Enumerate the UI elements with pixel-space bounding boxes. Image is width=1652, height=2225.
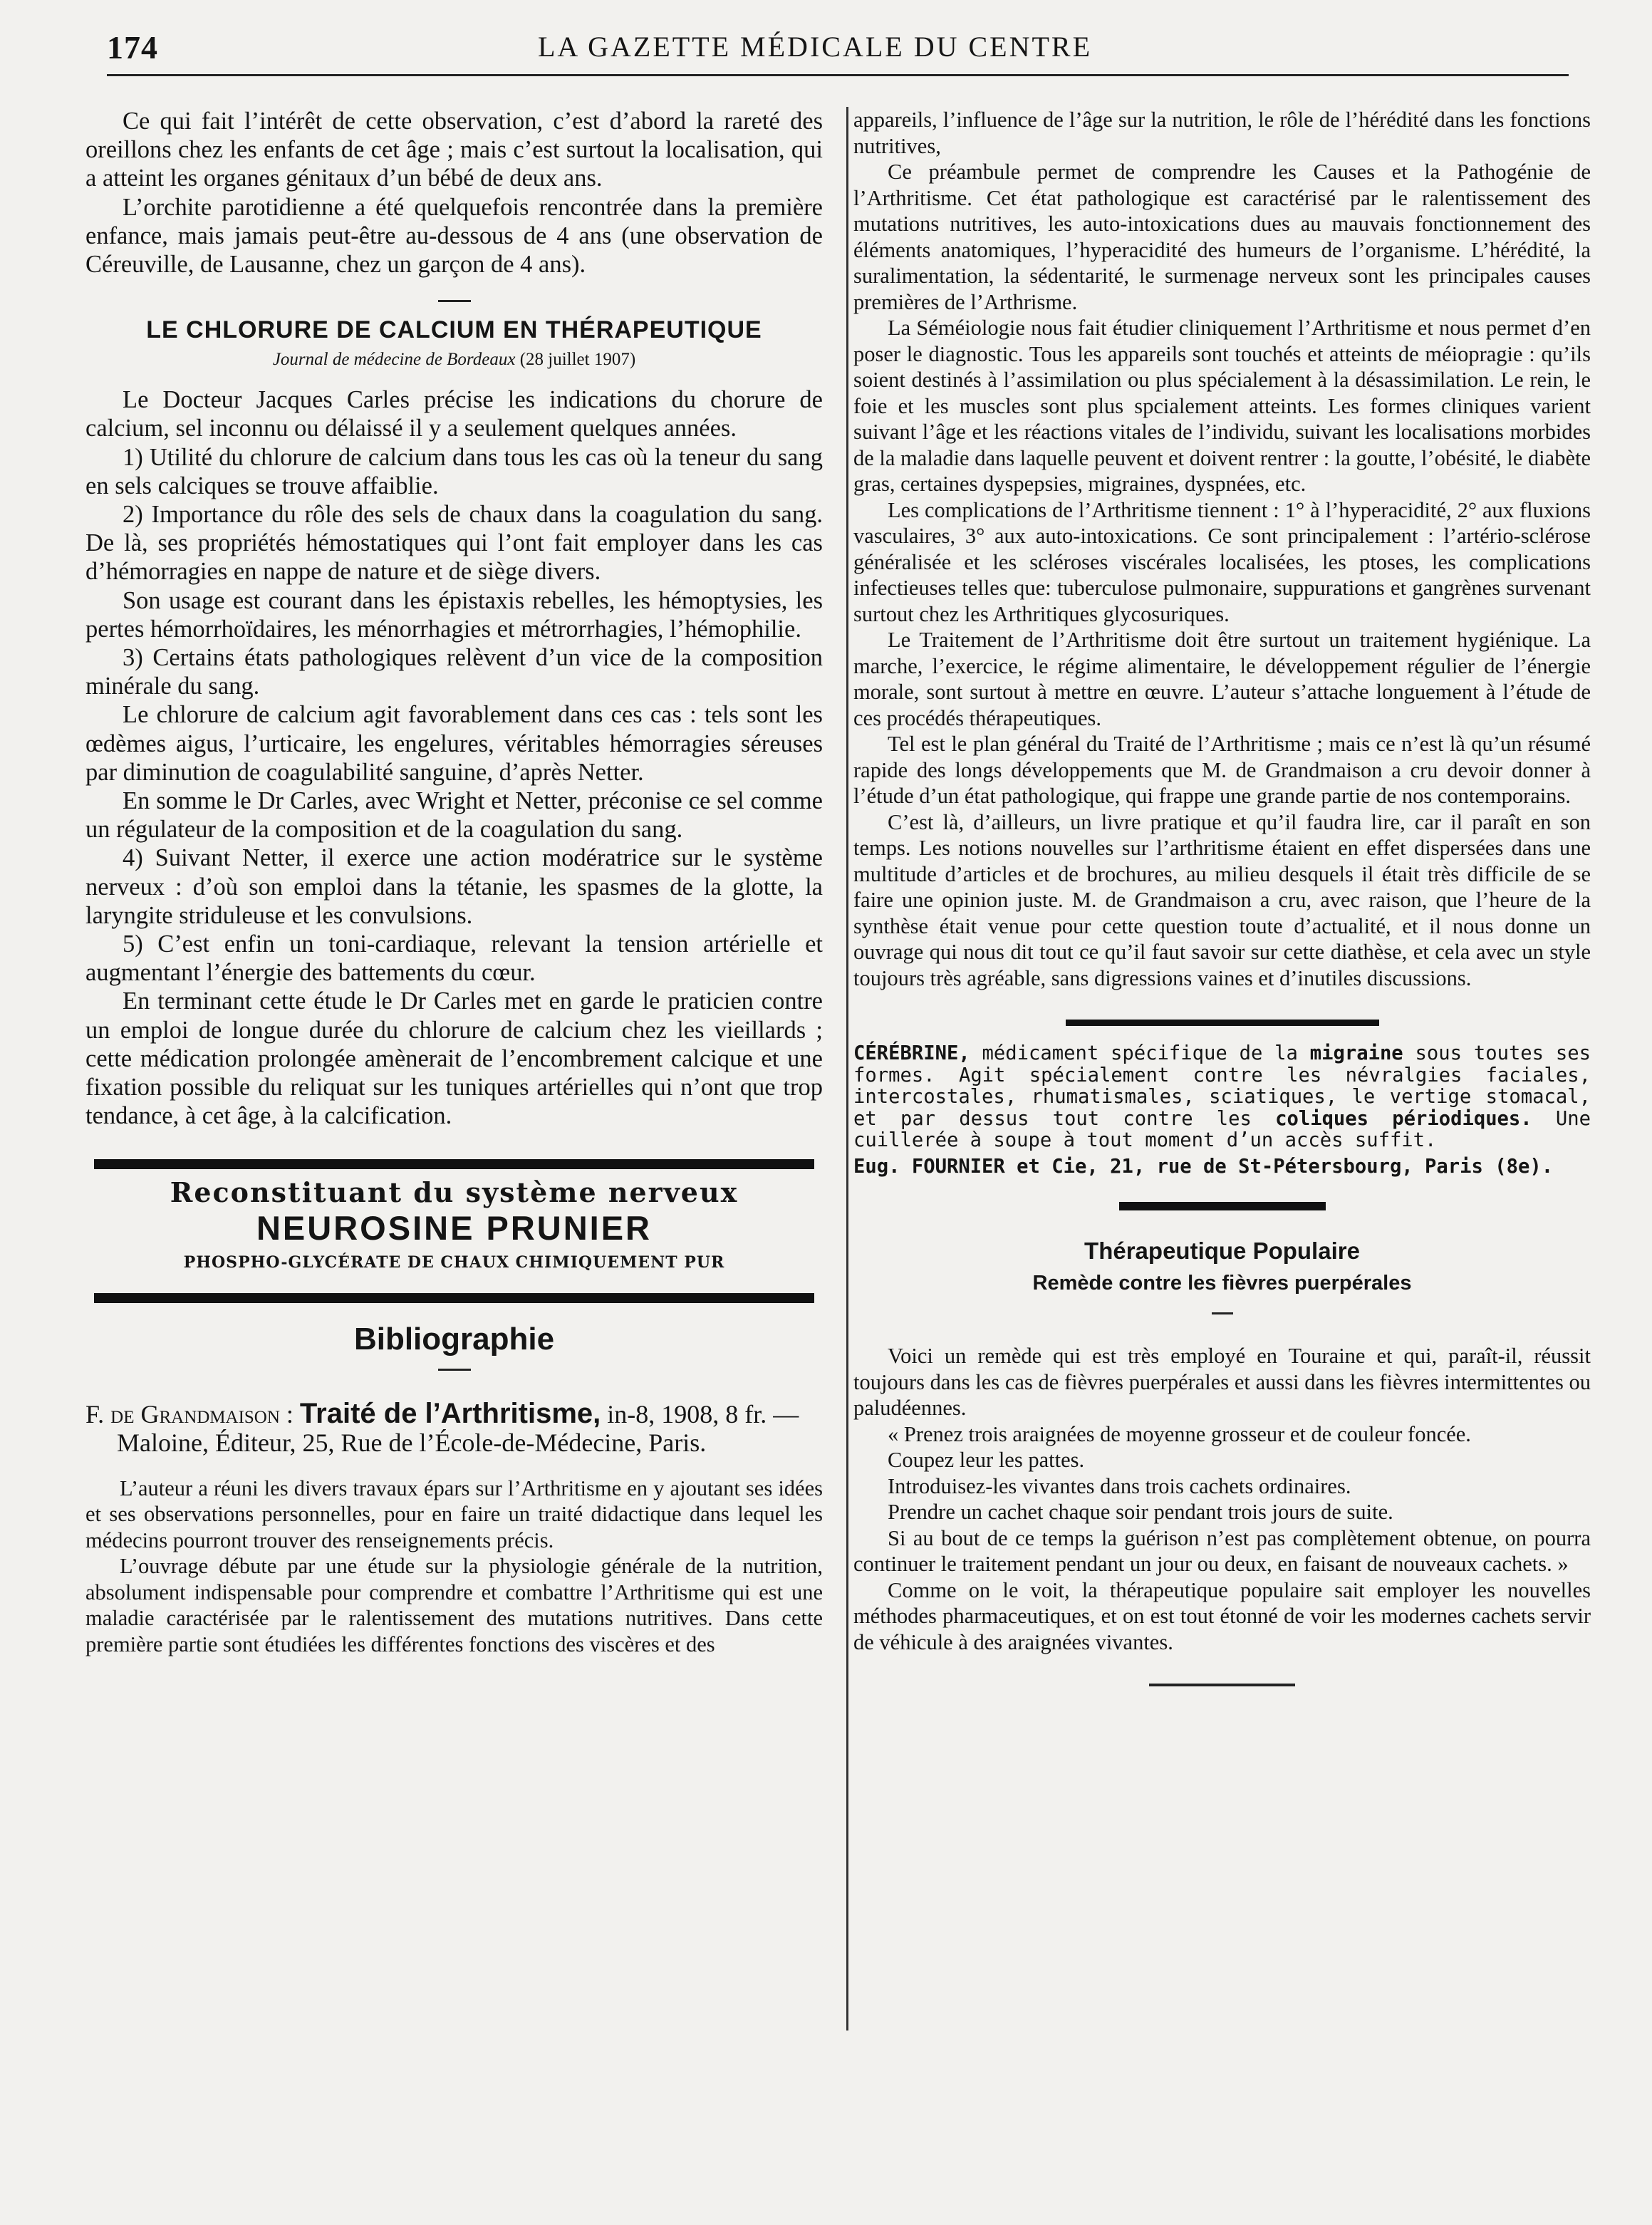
popular-paragraph: Comme on le voit, la thérapeutique populaire sait employer les nouvelles méthodes pharmaceutiques, et on est tout étonné de voir les modernes cachets servir de véhicule à des araignées vivantes. [853, 1577, 1591, 1654]
cerebrine-text-part: sous toutes ses formes. Agit spécialement contre les névralgies faciales, intercostales, rhumatismales, sciatiques, le vertige stomacal, et par dessus tout contre les [853, 1042, 1591, 1130]
intro-paragraph: Ce qui fait l’intérêt de cette observation, c’est d’abord la rareté des oreillons chez les enfants de cet âge ; mais c’est surtout la localisation, qui a atteint les organes génitaux d’un bébé de deux ans. [85, 108, 823, 192]
section-bar [1119, 1202, 1326, 1210]
ad-bottom-bar [94, 1293, 814, 1303]
bibliography-paragraph: La Séméiologie nous fait étudier cliniquement l’Arthritisme et nous permet d’en poser le diagnostic. Tous les appareils sont touchés et atteints de méiopragie : qu’ils soient destinés à l’assimilation ou plus spécialement à la désassimilation. Le rein, le foie et les muscles sont plus spcialement atteints. Les formes cliniques varient suivant l’âge et les réactions vitales de l’individu, suivant les localisations morbides de la maladie dans laquelle peuvent et doivent rentrer : la goutte, l’obésité, le diabète gras, certaines dyspepsies, migraines, dyspnées, etc. [853, 316, 1591, 496]
section-dash [1212, 1312, 1233, 1314]
article-source-date: (28 juillet 1907) [519, 350, 636, 370]
popular-paragraph: « Prenez trois araignées de moyenne grosseur et de couleur foncée. [888, 1421, 1471, 1446]
article-paragraph: 4) Suivant Netter, il exerce une action modératrice sur le système nerveux : d’où son emploi dans la tétanie, les spasmes de la glotte, la laryngite striduleuse et les convulsions. [85, 844, 823, 929]
ad-top-bar [94, 1159, 814, 1169]
cerebrine-top-bar [1066, 1020, 1379, 1026]
column-divider [846, 107, 848, 2030]
article-paragraph: 2) Importance du rôle des sels de chaux dans la coagulation du sang. De là, ses propriétés hémostatiques qui l’ont fait employer dans les cas d’hémorragies en nappe de nature et de siège divers. [85, 501, 823, 586]
bibliography-paragraph: C’est là, d’ailleurs, un livre pratique et qu’il faudra lire, car il paraît en son temps. Les notions nouvelles sur l’arthritisme étaient en effet dispersées dans une multitude d’articles et de brochures, au milieu desquels il était très difficile de se faire une opinion juste. M. de Grandmaison a cru, avec raison, que l’heure de la synthèse était venue pour cette question toute d’actualité, et il nous donne un ouvrage qui nous dit tout ce qu’il faut savoir sur cette diathèse, et cela avec un style toujours très agréable, sans digressions vaines et d’inutiles discussions. [853, 809, 1591, 990]
cerebrine-coliques: coliques périodiques. [1275, 1107, 1532, 1130]
ref-author: F. de Grandmaison : [85, 1399, 293, 1428]
ref-details: in-8, 1908, 8 fr. — Maloine, Éditeur, 25, Rue de l’École-de-Médecine, Paris. [117, 1399, 799, 1457]
bibliography-heading: Bibliographie [353, 1321, 555, 1357]
bibliography-reference [85, 1399, 823, 1457]
bibliography-paragraph: L’auteur a réuni les divers travaux épars sur l’Arthritisme en y ajoutant ses idées et ses observations personnelles, pour en faire un traité didactique dans lequel les médecins pourront trouver des renseignements précis. [85, 1475, 823, 1552]
end-rule [1149, 1684, 1295, 1686]
article-paragraph: Le chlorure de calcium agit favorablement dans ces cas : tels sont les œdèmes aigus, l’urticaire, les engelures, véritables hémorragies séreuses par diminution de coagulabilité sanguine, d’après Netter. [85, 701, 823, 786]
right-column [853, 107, 1591, 1686]
popular-paragraph: Prendre un cachet chaque soir pendant trois jours de suite. [888, 1500, 1393, 1524]
article-paragraph: 5) C’est enfin un toni-cardiaque, relevant la tension artérielle et augmentant l’énergie des battements du cœur. [85, 930, 823, 987]
ad-tagline: Reconstituant du système nerveux [170, 1176, 739, 1208]
popular-paragraph: Si au bout de ce temps la guérison n’est pas complètement obtenue, on pourra continuer le traitement pendant un jour ou deux, en faisant de nouveaux cachets. » [853, 1525, 1591, 1576]
article-paragraph: En terminant cette étude le Dr Carles met en garde le praticien contre un emploi de longue durée du chlorure de calcium chez les vieillards ; cette médication prolongée amènerait de l’encombrement calcique et une fixation possible du reliquat sur les tuniques artérielles qui n’ont que trop tendance, à cet âge, à la calcification. [85, 987, 823, 1130]
left-column [85, 107, 823, 1657]
intro-paragraph: L’orchite parotidienne a été quelquefois rencontrée dans la première enfance, mais jamais peut-être au-dessous de 4 ans (une observation de Céreuville, de Lausanne, chez un garçon de 4 ans). [85, 193, 823, 279]
bibliography-paragraph: Ce préambule permet de comprendre les Causes et la Pathogénie de l’Arthritisme. Cet état pathologique est caractérisé par le ralentissement des mutations nutritives, les auto-intoxications dues au mauvais fonctionnement des éléments anatomiques, l’hyperacidité des humeurs de l’organisme. L’hérédité, la suralimentation, la sédentarité, le surmenage nerveux sont les principales causes premières de l’Arthrisme. [853, 160, 1591, 314]
cerebrine-text-part: Une cuillerée à soupe à tout moment d’un accès suffit. [853, 1107, 1591, 1151]
journal-title: LA GAZETTE MÉDICALE DU CENTRE [538, 31, 1093, 63]
ad-product-name: NEUROSINE PRUNIER [256, 1208, 652, 1247]
neurosine-ad [85, 1176, 823, 1272]
page-header [107, 28, 1574, 74]
cerebrine-text [853, 1043, 1591, 1152]
bibliography-paragraph: Tel est le plan général du Traité de l’Arthritisme ; mais ce n’est là qu’un résumé rapide des longs développements que M. de Grandmaison a cru devoir donner à l’étude d’un état pathologique, qui frappe une grande partie de nos contemporains. [853, 732, 1591, 808]
article-paragraph: Le Docteur Jacques Carles précise les indications du chorure de calcium, sel inconnu ou délaissé il y a seulement quelques années. [85, 386, 823, 442]
cerebrine-migraine: migraine [1309, 1042, 1403, 1064]
article-paragraph: En somme le Dr Carles, avec Wright et Netter, préconise ce sel comme un régulateur de la composition et de la coagulation du sang. [85, 787, 823, 844]
cerebrine-text-part: médicament spécifique de la [970, 1042, 1310, 1064]
ad-description: PHOSPHO-GLYCÉRATE DE CHAUX CHIMIQUEMENT PUR [183, 1252, 725, 1272]
ref-title: Traité de l’Arthritisme, [299, 1397, 601, 1429]
popular-paragraph: Coupez leur les pattes. [888, 1448, 1085, 1472]
article-title: LE CHLORURE DE CALCIUM EN THÉRAPEUTIQUE [146, 316, 762, 344]
cerebrine-ad [853, 1043, 1591, 1178]
bibliography-paragraph: Le Traitement de l’Arthritisme doit être surtout un traitement hygiénique. La marche, l’exercice, le régime alimentaire, le développement régulier de l’énergie morale, sont surtout à mettre en œuvre. L’auteur s’attache longuement à l’étude de ces procédés thérapeutiques. [853, 628, 1591, 730]
popular-paragraph: Voici un remède qui est très employé en Touraine et qui, paraît-il, réussit toujours dans les cas de fièvres puerpérales et aussi dans les fièvres intermittentes ou paludéennes. [853, 1344, 1591, 1420]
popular-paragraph: Introduisez-les vivantes dans trois cachets ordinaires. [888, 1473, 1351, 1498]
popular-title: Thérapeutique Populaire [1084, 1238, 1360, 1264]
article-source [85, 350, 823, 370]
section-dash [438, 300, 471, 302]
cerebrine-name: CÉRÉBRINE, [853, 1042, 970, 1064]
article-paragraph: Son usage est courant dans les épistaxis rebelles, les hémoptysies, les pertes hémorrhoïdaires, les ménorrhagies et métrorrhagies, l’hémophilie. [85, 586, 823, 643]
article-paragraph: 1) Utilité du chlorure de calcium dans tous les cas où la teneur du sang en sels calciques se trouve affaiblie. [85, 443, 823, 499]
cerebrine-address: Eug. FOURNIER et Cie, 21, rue de St-Pétersbourg, Paris (8e). [853, 1155, 1554, 1178]
header-rule [107, 74, 1569, 76]
article-paragraph: 3) Certains états pathologiques relèvent d’un vice de la composition minérale du sang. [85, 644, 823, 700]
popular-subtitle: Remède contre les fièvres puerpérales [1032, 1272, 1412, 1295]
bibliography-paragraph: Les complications de l’Arthritisme tiennent : 1° à l’hyperacidité, 2° aux fluxions vasculaires, 3° aux auto-intoxications. Ce sont principalement : l’artério-sclérose généralisée et les scléroses viscérales localisées, les ptoses, les complications infectieuses telles que: tuberculose pulmonaire, suppurations et gangrènes survenant surtout chez les Arthritiques glycosuriques. [853, 497, 1591, 626]
page-number: 174 [107, 29, 158, 66]
bibliography-paragraph: appareils, l’influence de l’âge sur la nutrition, le rôle de l’hérédité dans les fonctions nutritives, [853, 108, 1591, 158]
section-dash [438, 1369, 471, 1371]
article-source-journal: Journal de médecine de Bordeaux [272, 350, 516, 370]
bibliography-paragraph: L’ouvrage débute par une étude sur la physiologie générale de la nutrition, absolument indispensable pour comprendre et combattre l’Arthritisme qui est une maladie caractérisée par le ralentissement des mutations nutritives. Dans cette première partie sont étudiées les différentes fonctions des viscères et des [85, 1554, 823, 1656]
